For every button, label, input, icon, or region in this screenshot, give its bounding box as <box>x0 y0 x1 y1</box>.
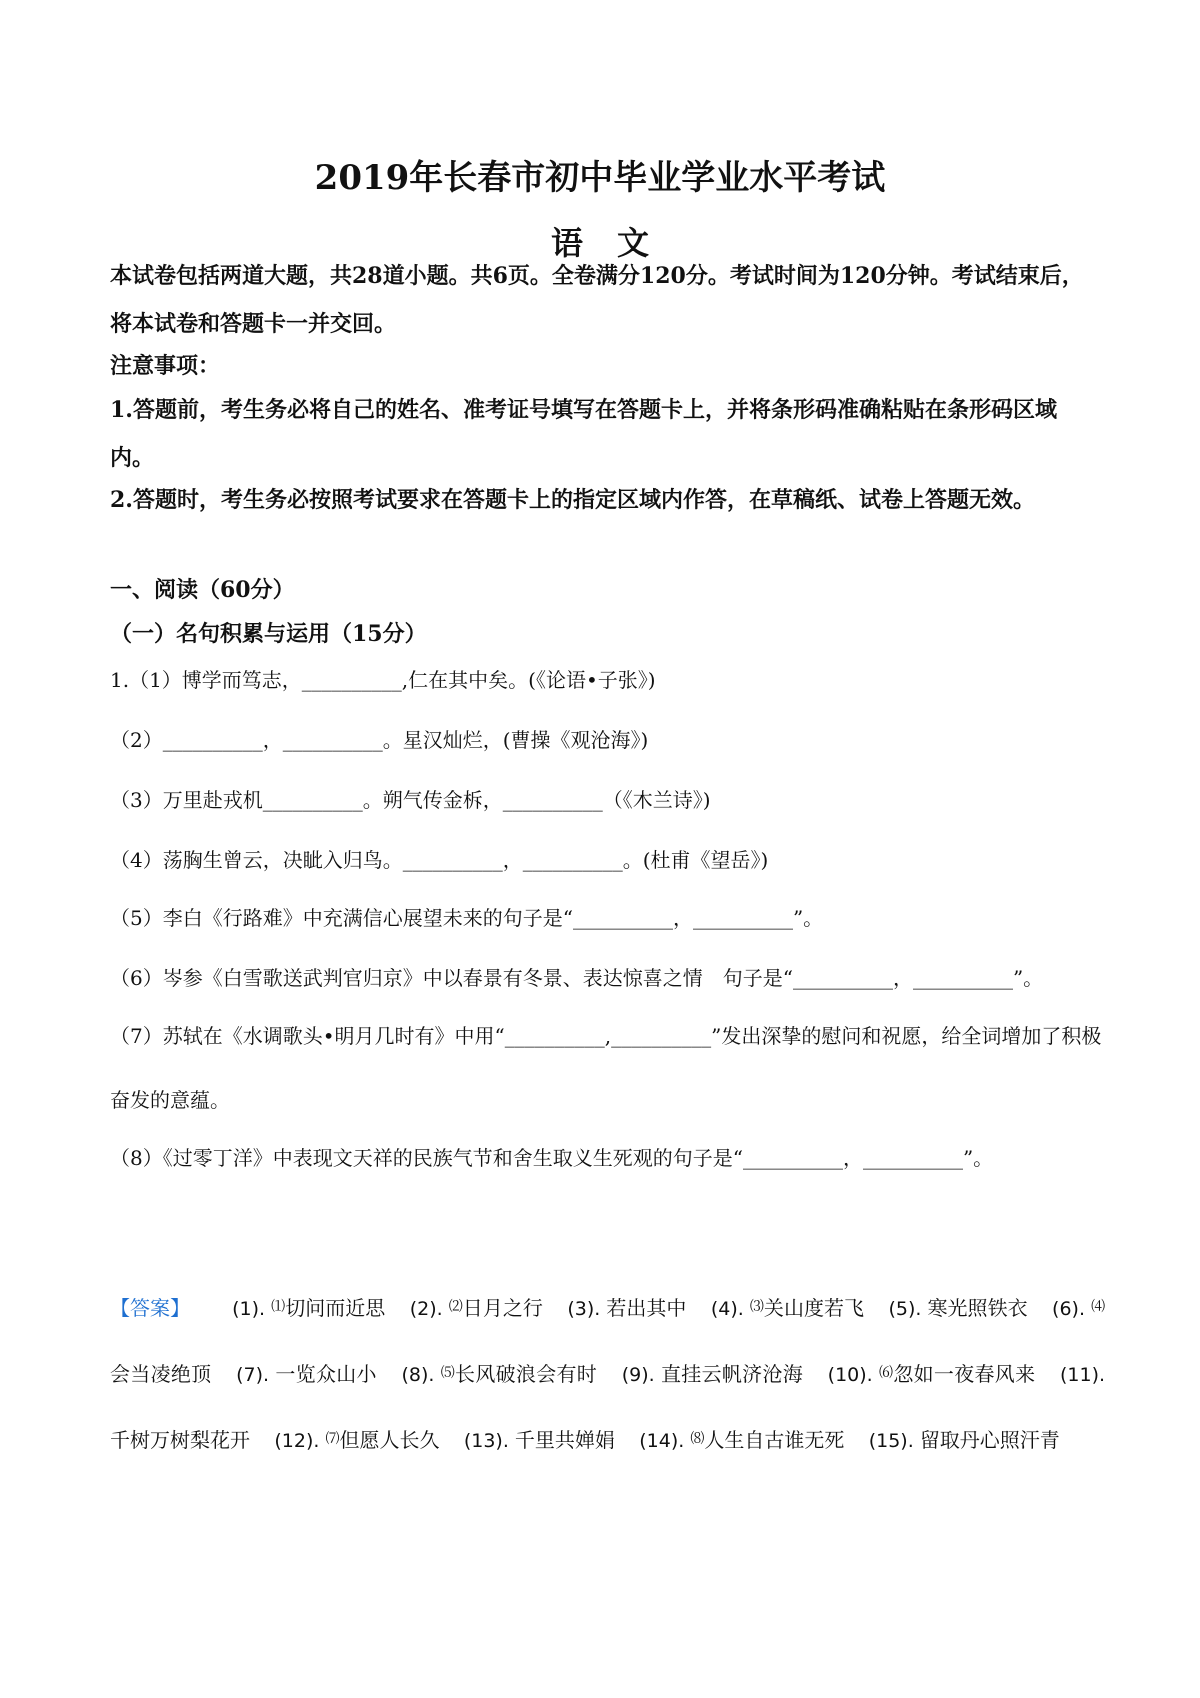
answer-item-number: (2). <box>409 1298 449 1320</box>
notice-title: 注意事项： <box>110 353 221 379</box>
section-title-reading: 一、阅读（60分） <box>110 577 295 603</box>
answer-item-number: (4). <box>710 1298 750 1320</box>
subject-title: 语文 <box>550 224 683 262</box>
question-1-4: （4）荡胸生曾云，决眦入归鸟。__________，__________。(杜甫《望岳》) <box>110 848 769 872</box>
answer-item-text: 切问而近思 <box>285 1296 386 1320</box>
answer-item-text: 会当凌绝顶 <box>110 1362 212 1386</box>
answer-item-text: 一览众山小 <box>275 1362 377 1386</box>
answer-item-blank-index: ⑵ <box>448 1299 463 1315</box>
answer-item <box>256 1428 439 1452</box>
answer-item <box>218 1362 377 1386</box>
answer-item-blank-index: ⑴ <box>271 1299 286 1315</box>
answer-item <box>870 1296 1027 1320</box>
answer-item-blank-index: ⑹ <box>879 1365 894 1381</box>
question-1-3: （3）万里赴戎机__________。朔气传金柝，__________（《木兰诗》) <box>110 788 711 812</box>
answer-item-text: 但愿人长久 <box>339 1428 440 1452</box>
answer-item-text: 若出其中 <box>606 1296 687 1320</box>
answer-item-text: 千树万树梨花开 <box>110 1428 250 1452</box>
answer-item <box>549 1296 686 1320</box>
answer-item-number: (12). <box>274 1430 326 1452</box>
answer-item-blank-index: ⑸ <box>440 1365 456 1381</box>
answer-item-text: 寒光照铁衣 <box>927 1296 1028 1320</box>
answer-block <box>110 1275 1105 1473</box>
part-title-quotes: （一）名句积累与运用（15分） <box>110 621 427 647</box>
answer-item <box>693 1296 864 1320</box>
answer-item-text: 留取丹心照汗青 <box>919 1428 1060 1452</box>
answer-item-number: (11). <box>1060 1364 1106 1386</box>
answer-items <box>110 1296 1105 1452</box>
answer-item-text: 关山度若飞 <box>763 1296 865 1320</box>
answer-item-number: (3). <box>567 1298 607 1320</box>
answer-item-text: 长风破浪会有时 <box>455 1362 598 1386</box>
question-1-6: （6）岑参《白雪歌送武判官归京》中以春景有冬景、表达惊喜之情 句子是“__________，__________”。 <box>110 966 1044 990</box>
answer-item <box>810 1362 1036 1386</box>
answer-item <box>604 1362 803 1386</box>
intro-paragraph: 本试卷包括两道大题，共28道小题。共6页。全卷满分120分。考试时间为120分钟。考试结束后，将本试卷和答题卡一并交回。 <box>110 263 1084 337</box>
answer-item-number: (5). <box>888 1298 928 1320</box>
answer-item <box>214 1296 385 1320</box>
answer-item-blank-index: ⑻ <box>690 1431 705 1447</box>
notice-item-1: 1.答题前，考生务必将自己的姓名、准考证号填写在答题卡上，并将条形码准确粘贴在条形码区域内。 <box>110 397 1057 471</box>
question-1-7: （7）苏轼在《水调歌头•明月几时有》中用“__________,__________”发出深挚的慰问和祝愿，给全词增加了积极奋发的意蕴。 <box>110 1024 1102 1112</box>
answer-item <box>621 1428 844 1452</box>
answer-item <box>446 1428 615 1452</box>
answer-item-number: (10). <box>827 1364 880 1386</box>
answer-item <box>851 1428 1060 1452</box>
answer-item-number: (14). <box>639 1430 691 1452</box>
answer-item-text: 千里共婵娟 <box>514 1428 615 1452</box>
answer-item-text: 忽如一夜春风来 <box>893 1362 1036 1386</box>
answer-item-blank-index: ⑷ <box>1091 1299 1106 1315</box>
question-1-5: （5）李白《行路难》中充满信心展望未来的句子是“__________，__________”。 <box>110 906 824 930</box>
answer-item-blank-index: ⑺ <box>325 1431 340 1447</box>
answer-item-number: (7). <box>236 1364 276 1386</box>
answer-item-text: 人生自古谁无死 <box>704 1428 845 1452</box>
question-1-2: （2）__________，__________。星汉灿烂，(曹操《观沧海》) <box>110 728 649 752</box>
answer-item <box>392 1296 543 1320</box>
exam-title: 2019年长春市初中毕业学业水平考试 <box>314 158 886 198</box>
answer-item-number: (9). <box>621 1364 661 1386</box>
question-1-8: （8）《过零丁洋》中表现文天祥的民族气节和舍生取义生死观的句子是“__________，__________”。 <box>110 1146 994 1170</box>
answer-item-text: 日月之行 <box>462 1296 543 1320</box>
answer-item-number: (6). <box>1052 1298 1092 1320</box>
answer-item-text: 直挂云帆济沧海 <box>661 1362 804 1386</box>
answer-item-blank-index: ⑶ <box>749 1299 764 1315</box>
answer-label: 【答案】 <box>110 1296 191 1320</box>
answer-item-number: (15). <box>868 1430 920 1452</box>
answer-item-number: (8). <box>401 1364 441 1386</box>
notice-item-2: 2.答题时，考生务必按照考试要求在答题卡上的指定区域内作答，在草稿纸、试卷上答题无效。 <box>110 487 1035 513</box>
answer-item <box>383 1362 597 1386</box>
answer-item-number: (1). <box>232 1298 272 1320</box>
answer-item-number: (13). <box>463 1430 515 1452</box>
question-1-1: 1.（1）博学而笃志，__________,仁在其中矣。(《论语•子张》) <box>110 668 656 692</box>
